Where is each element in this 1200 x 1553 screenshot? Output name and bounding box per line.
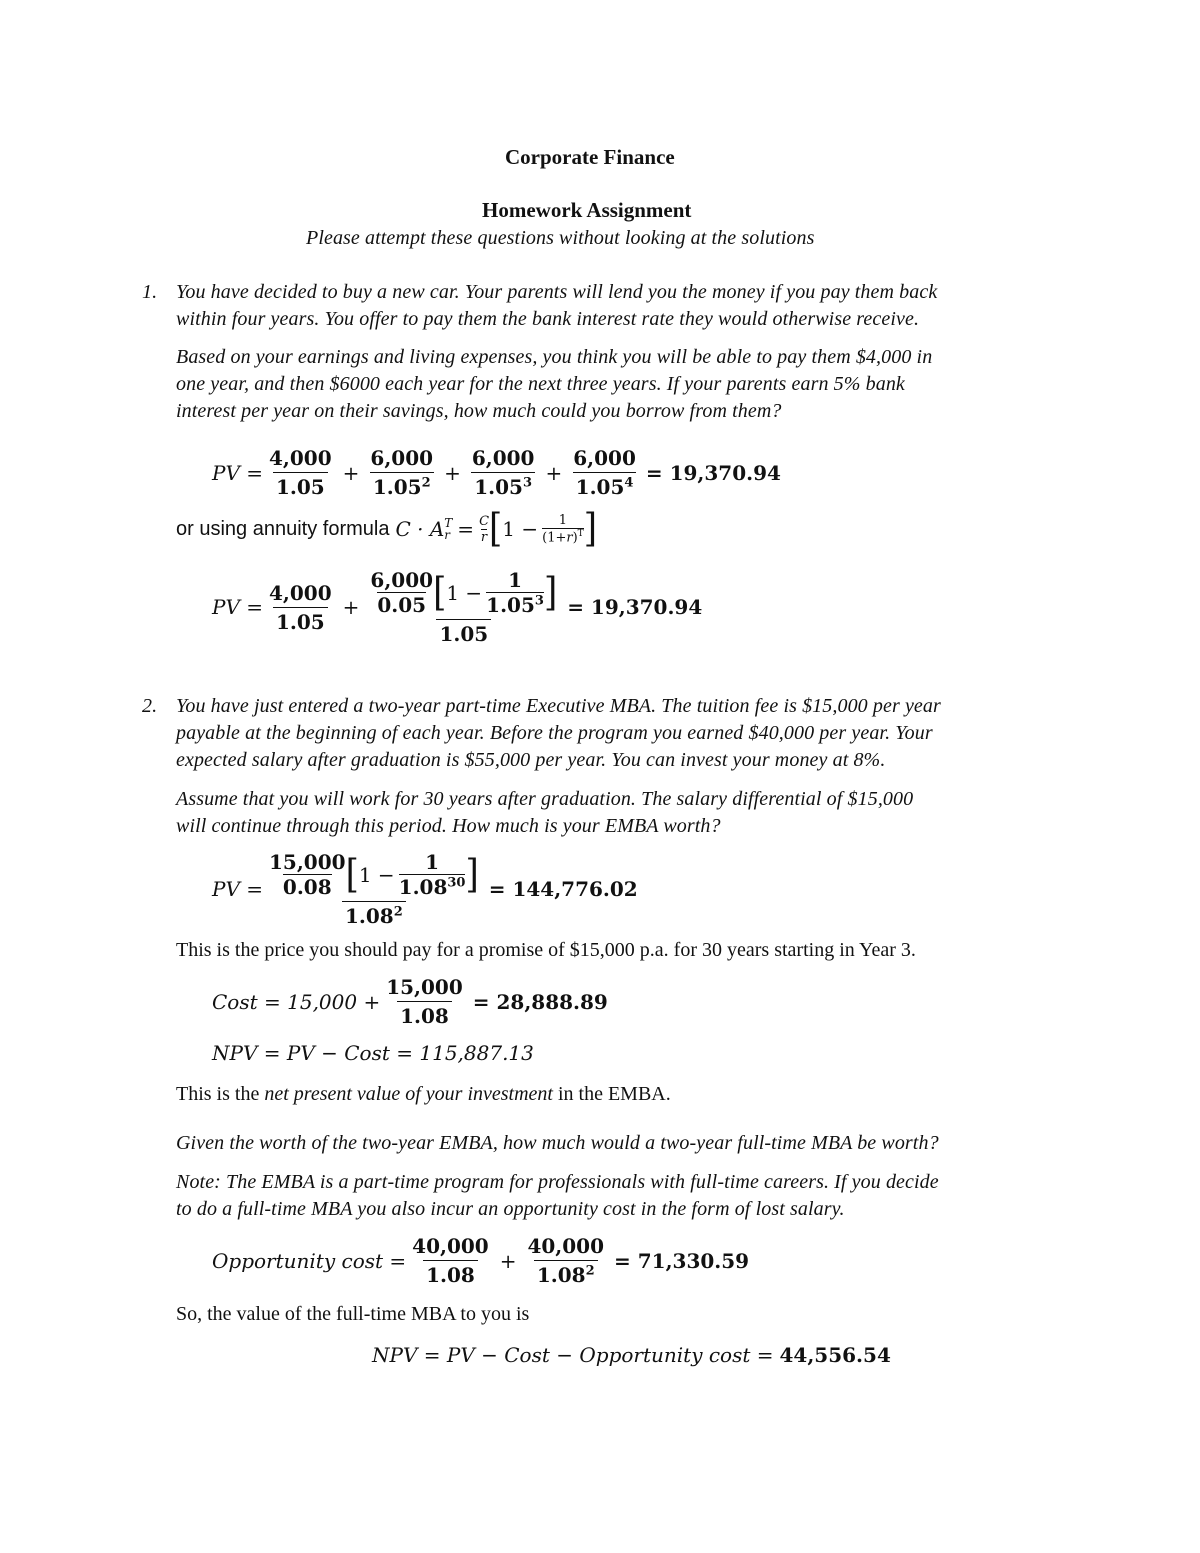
fraction: $\frac{6,000}{1.05^4}$ xyxy=(573,446,636,499)
q1-line: interest per year on their savings, how much could you borrow from them? xyxy=(176,400,782,422)
note-line: to do a full-time MBA you also incur an opportunity cost in the form of lost salary. xyxy=(176,1198,845,1220)
eq-result: = 71,330.59 xyxy=(614,1248,750,1273)
fraction: $\frac{4,000}{1.05}$ xyxy=(269,446,332,499)
q1-line: within four years. You offer to pay them the bank interest rate they would otherwise receive. xyxy=(176,308,920,330)
fraction: $\frac{4,000}{1.05}$ xyxy=(269,580,332,634)
q2-line: will continue through this period. How much is your EMBA worth? xyxy=(176,815,721,837)
q2-line: payable at the beginning of each year. Before the program you earned $40,000 per year. Your xyxy=(176,722,933,744)
instruction-text: Please attempt these questions without looking at the solutions xyxy=(306,227,815,249)
page-title: Corporate Finance xyxy=(505,145,675,169)
q2-line: Assume that you will work for 30 years after graduation. The salary differential of $15,000 xyxy=(176,788,914,810)
eq-lhs: Opportunity cost = xyxy=(212,1248,407,1273)
fraction: 15,000 0.08 [ 1 − $\frac{1}{1.08^{30}}$ ] 1.08$^2$ xyxy=(269,850,479,928)
q2-line: You have just entered a two-year part-time Executive MBA. The tuition fee is $15,000 per year xyxy=(176,695,941,717)
eq-result: = 19,370.94 xyxy=(567,595,703,619)
fraction: $\frac{40,000}{1.08^2}$ xyxy=(527,1234,605,1287)
q1-line: one year, and then $6000 each year for the next three years. If your parents earn 5% bank xyxy=(176,373,905,395)
eq-lhs: PV = xyxy=(212,595,264,619)
fraction: $\frac{40,000}{1.08}$ xyxy=(412,1234,489,1287)
price-explanation: This is the price you should pay for a promise of $15,000 p.a. for 30 years starting in Year 3. xyxy=(176,939,916,961)
q1-number: 1. xyxy=(142,281,158,303)
fraction: $\frac{15,000}{1.08}$ xyxy=(386,975,463,1028)
eq-lhs: PV = xyxy=(212,460,264,485)
fraction: $\frac{6,000}{1.05^3}$ xyxy=(471,446,535,499)
q2-pv-equation xyxy=(212,850,638,928)
q1-line: Based on your earnings and living expenses, you think you will be able to pay them $4,000 in xyxy=(176,346,933,368)
q2-number: 2. xyxy=(142,695,158,717)
opportunity-cost-equation: Opportunity cost = $\frac{40,000}{1.08}$ + $\frac{40,000}{1.08^2}$ = 71,330.59 xyxy=(212,1234,750,1287)
q1-pv-equation: PV = $\frac{4,000}{1.05}$ + $\frac{6,000}{1.05^2}$ + $\frac{6,000}{1.05^3}$ + $\frac{6,000}{1.05^4}$ = 19,370.94 xyxy=(212,446,781,499)
eq-result: = 144,776.02 xyxy=(488,877,638,901)
fraction: $\frac{6,000}{1.05^2}$ xyxy=(370,446,434,499)
q1-line: You have decided to buy a new car. Your parents will lend you the money if you pay them back xyxy=(176,281,938,303)
eq-result: = 19,370.94 xyxy=(645,460,781,485)
annuity-formula-line: or using annuity formula C · A T r = $\frac{C}{r}$ [ 1 − $\frac{1}{(1+r)^T}$ ] xyxy=(176,506,597,552)
npv-equation: NPV = PV − Cost = 115,887.13 xyxy=(212,1041,534,1065)
annuity-text: or using annuity formula xyxy=(176,517,390,540)
q1-pv-annuity-equation: PV = $\frac{4,000}{1.05}$ + 6,000 0.05 [ 1 − $\frac{1}{1.05^3}$ ] 1.05 = 19,370.94 xyxy=(212,568,703,646)
eq-lhs: PV = xyxy=(212,877,264,901)
eq-result: = 28,888.89 xyxy=(472,989,608,1014)
cost-equation xyxy=(212,975,608,1028)
so-text: So, the value of the full-time MBA to you is xyxy=(176,1303,530,1325)
followup-question: Given the worth of the two-year EMBA, how much would a two-year full-time MBA be worth? xyxy=(176,1132,939,1154)
page-subtitle: Homework Assignment xyxy=(482,198,692,222)
fraction: 6,000 0.05 [ 1 − $\frac{1}{1.05^3}$ ] 1.05 xyxy=(370,568,558,646)
note-line: Note: The EMBA is a part-time program for professionals with full-time careers. If you decide xyxy=(176,1171,939,1193)
q2-line: expected salary after graduation is $55,000 per year. You can invest your money at 8%. xyxy=(176,749,886,771)
final-npv-value: 44,556.54 xyxy=(779,1343,891,1367)
npv-explanation: This is the net present value of your investment in the EMBA. xyxy=(176,1083,671,1105)
eq-lhs: Cost = 15,000 + xyxy=(212,989,381,1014)
final-npv-equation: NPV = PV − Cost − Opportunity cost = 44,556.54 xyxy=(372,1343,891,1367)
